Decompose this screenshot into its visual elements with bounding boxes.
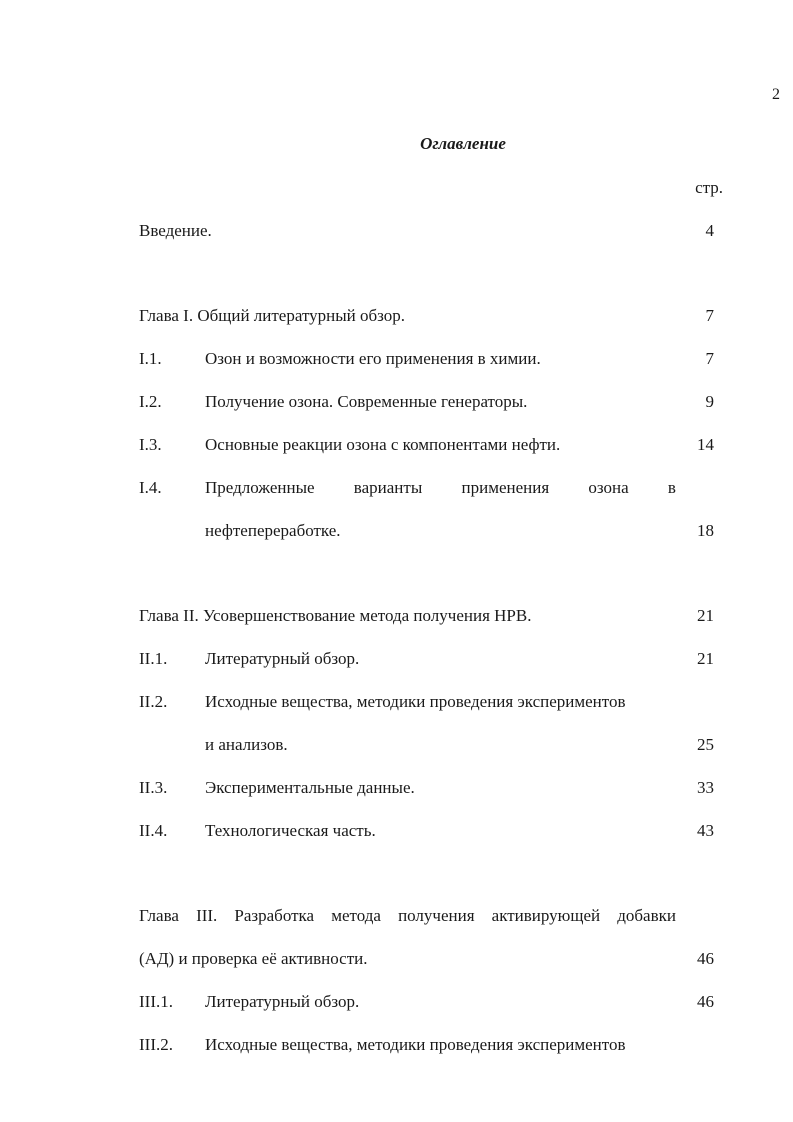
chapter1-page: 7 xyxy=(705,306,714,325)
toc-item-number: III.2. xyxy=(139,1035,173,1054)
toc-item-page: 7 xyxy=(705,349,714,368)
toc-item-text: Технологическая часть. xyxy=(205,821,376,840)
toc-word: Предложенные xyxy=(205,478,315,497)
toc-item-text: Литературный обзор. xyxy=(205,992,360,1011)
toc-item-text: Литературный обзор. xyxy=(205,649,360,668)
heading-word: III. xyxy=(196,906,218,925)
chapter3-heading xyxy=(139,907,676,924)
toc-item-page: 46 xyxy=(697,992,714,1011)
toc-item-page: 14 xyxy=(697,435,714,454)
toc-item-text: Экспериментальные данные. xyxy=(205,778,415,797)
toc-item-number: II.4. xyxy=(139,821,168,840)
toc-item-page: 9 xyxy=(705,392,714,411)
toc-title: Оглавление xyxy=(420,134,506,153)
toc-item-page: 18 xyxy=(697,521,714,540)
toc-item-text-continued: и анализов. xyxy=(205,735,288,754)
toc-item-page: 25 xyxy=(697,735,714,754)
page-column-header: стр. xyxy=(695,178,723,197)
toc-item-number: I.2. xyxy=(139,392,162,411)
toc-word: варианты xyxy=(353,478,423,497)
heading-word: активирующей xyxy=(491,906,601,925)
toc-word: применения xyxy=(461,478,550,497)
toc-item-page: 33 xyxy=(697,778,714,797)
toc-item-number: I.3. xyxy=(139,435,162,454)
heading-word: метода xyxy=(331,906,381,925)
heading-word: Глава xyxy=(139,906,179,925)
chapter2-heading: Глава II. Усовершенствование метода получения НРВ. xyxy=(139,606,532,625)
toc-item-number: I.1. xyxy=(139,349,162,368)
toc-item-text-continued: нефтепереработке. xyxy=(205,521,341,540)
toc-item-text: Исходные вещества, методики проведения экспериментов xyxy=(205,1035,626,1054)
toc-intro-label: Введение. xyxy=(139,221,212,240)
toc-item-number: I.4. xyxy=(139,478,162,497)
toc-item-number: III.1. xyxy=(139,992,173,1011)
toc-item-number: II.1. xyxy=(139,649,168,668)
chapter1-heading: Глава I. Общий литературный обзор. xyxy=(139,306,406,325)
chapter2-page: 21 xyxy=(697,606,714,625)
toc-item-text-justified xyxy=(205,479,676,496)
toc-item-number: II.2. xyxy=(139,692,168,711)
heading-word: получения xyxy=(398,906,475,925)
toc-intro-page: 4 xyxy=(705,221,714,240)
heading-word: Разработка xyxy=(234,906,315,925)
toc-item-page: 21 xyxy=(697,649,714,668)
toc-item-text: Озон и возможности его применения в химии. xyxy=(205,349,541,368)
toc-word: в xyxy=(667,478,676,497)
toc-item-page: 43 xyxy=(697,821,714,840)
toc-item-text: Получение озона. Современные генераторы. xyxy=(205,392,528,411)
chapter3-page: 46 xyxy=(697,949,714,968)
chapter3-heading-continued: (АД) и проверка её активности. xyxy=(139,949,368,968)
toc-item-number: II.3. xyxy=(139,778,168,797)
page-number: 2 xyxy=(772,86,780,103)
toc-item-text: Основные реакции озона с компонентами нефти. xyxy=(205,435,561,454)
toc-item-text: Исходные вещества, методики проведения экспериментов xyxy=(205,692,626,711)
heading-word: добавки xyxy=(617,906,676,925)
toc-word: озона xyxy=(588,478,629,497)
